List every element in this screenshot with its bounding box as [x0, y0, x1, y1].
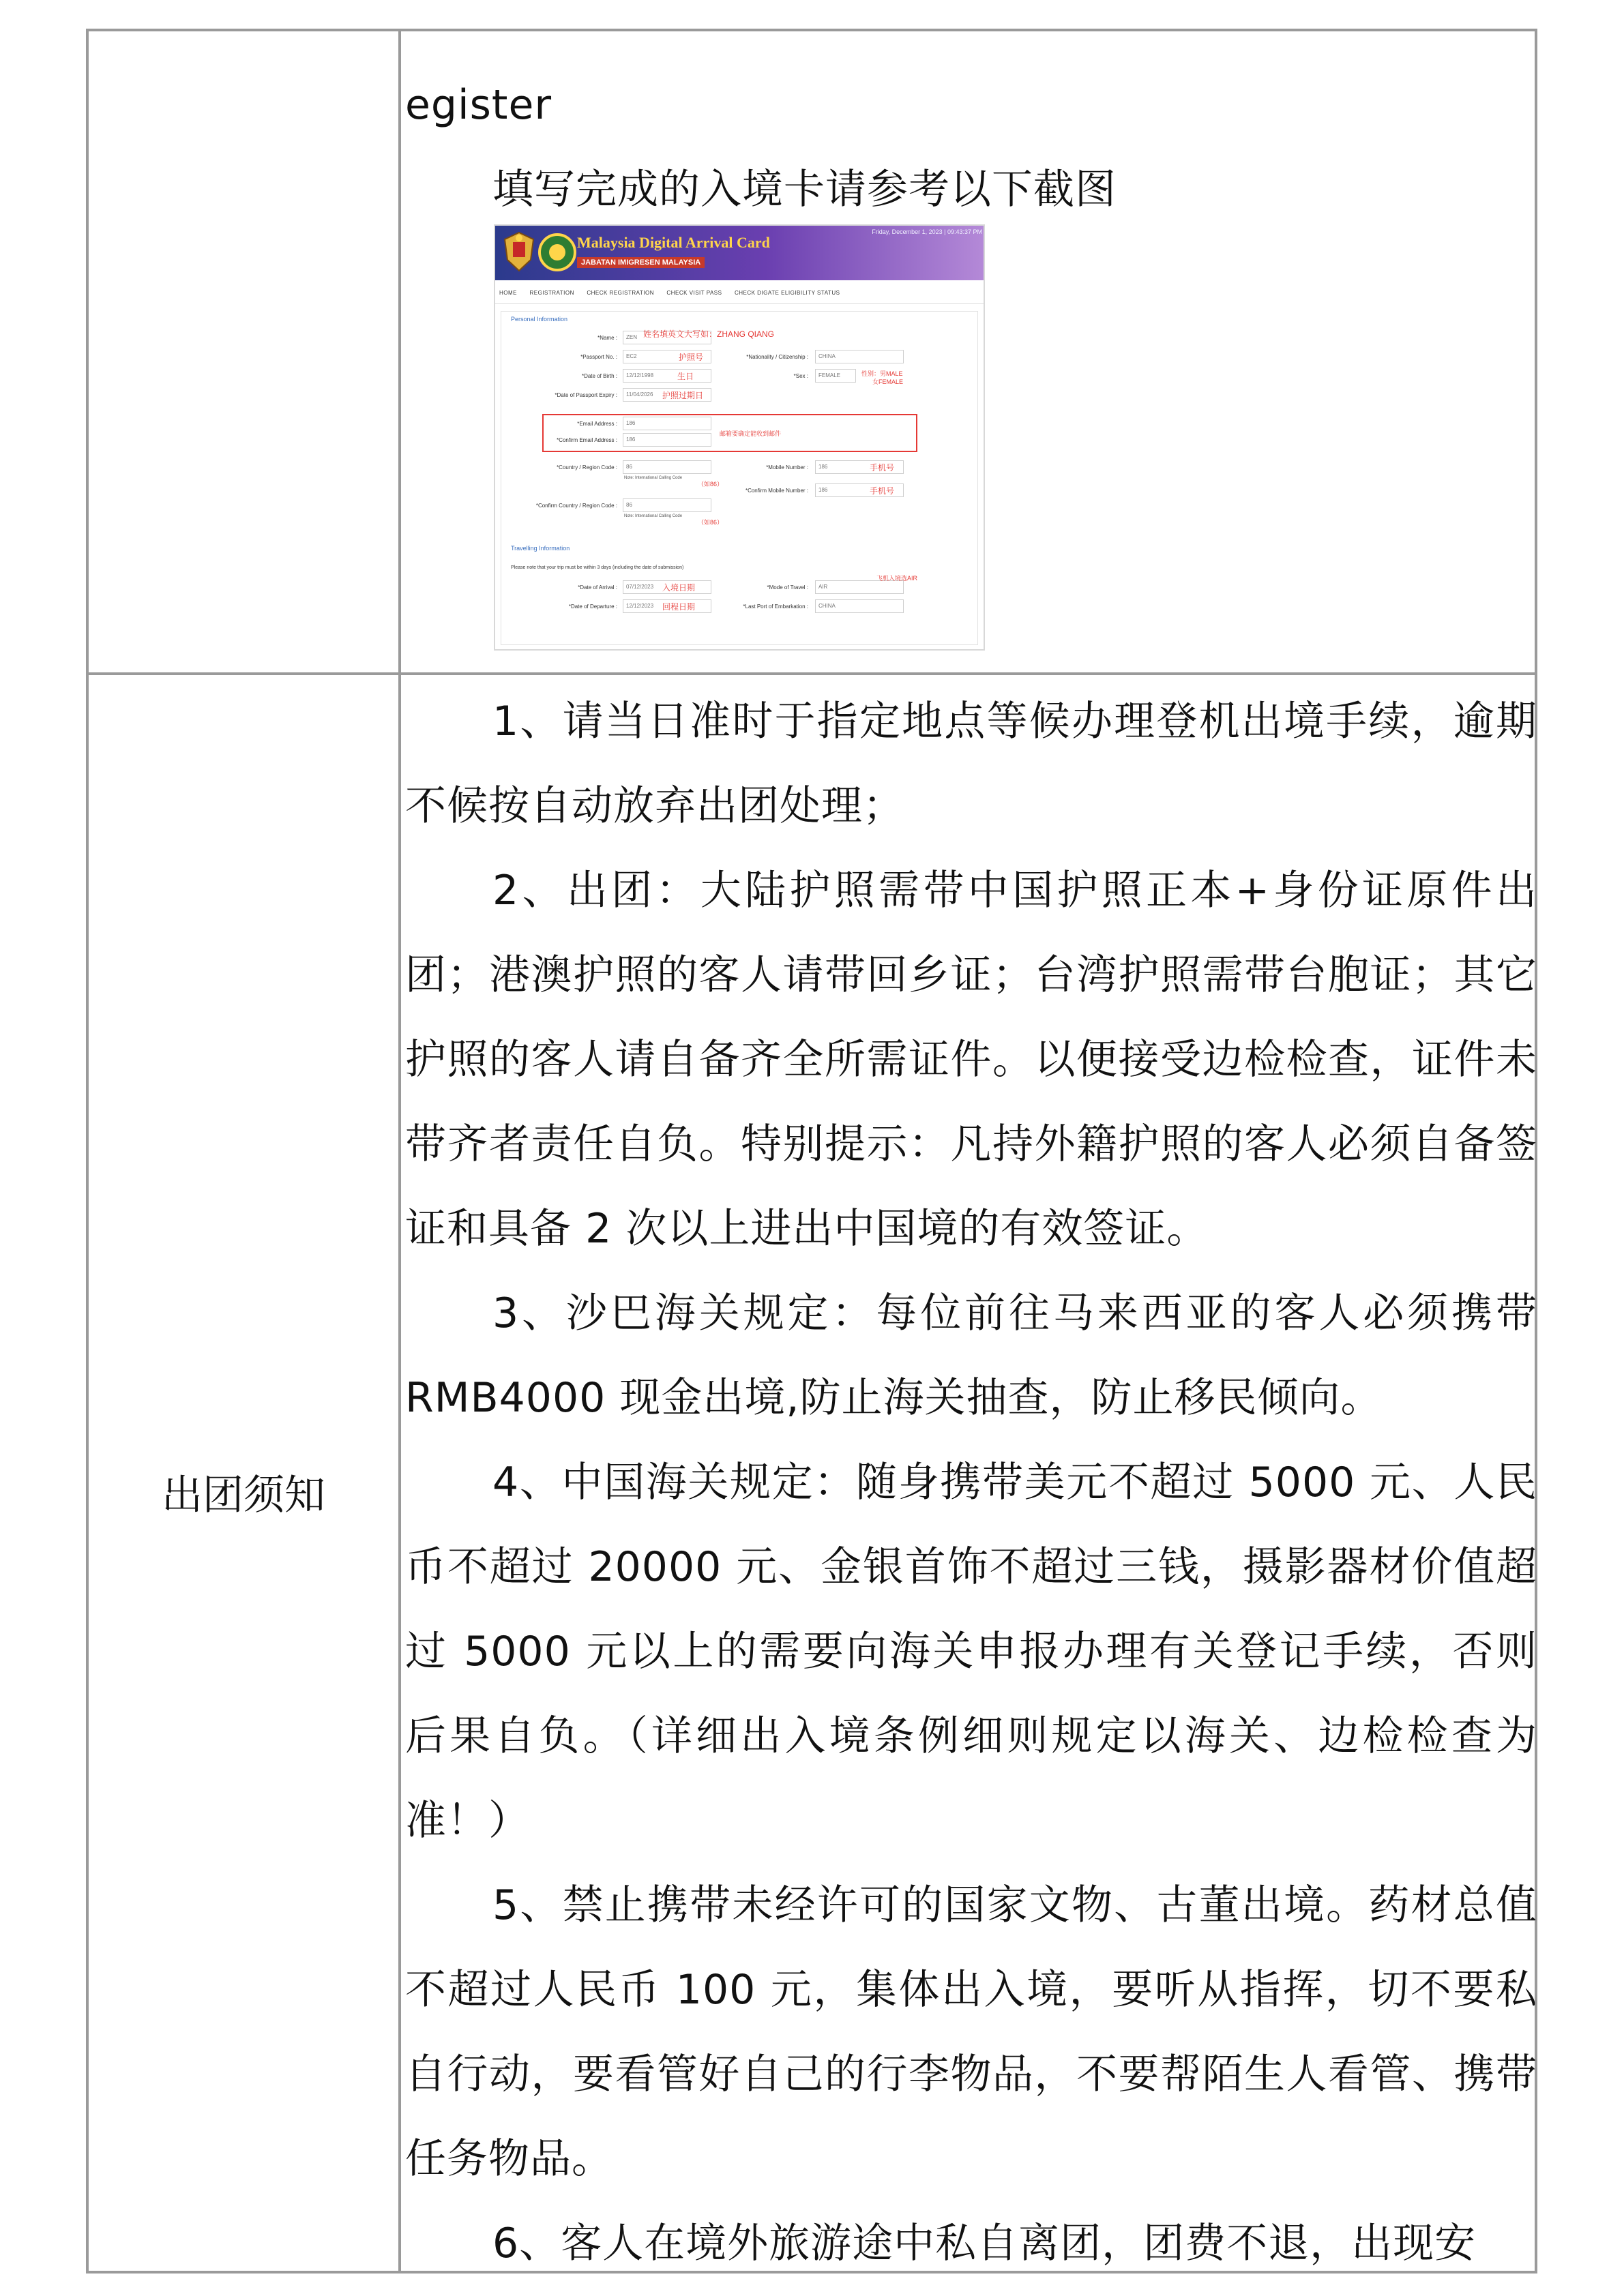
mobile-label: *Mobile Number : — [766, 464, 808, 471]
fragment-text: egister — [405, 81, 552, 129]
personal-section-title: Personal Information — [511, 316, 568, 323]
row-divider — [89, 672, 1535, 675]
card-date: Friday, December 1, 2023 | 09:43:37 PM — [872, 228, 982, 235]
email-annotation: 邮箱要确定能收到邮件 — [720, 430, 782, 437]
travel-note: Please note that your trip must be within 3 days (including the date of submission) — [511, 565, 684, 570]
notes-paragraph: 2、出团：大陆护照需带中国护照正本+身份证原件出团；港澳护照的客人请带回乡证；台湾护照需带台胞证；其它护照的客人请自备齐全所需证件。以便接受边检检查，证件未带齐者责任自负。特别提示：凡持外籍护照的客人必须自备签证和具备 2 次以上进出中国境的有效签证。 — [405, 867, 1537, 1253]
travel-section-title: Travelling Information — [511, 545, 570, 552]
crest-icon — [499, 230, 539, 275]
country-code-hint: Note: International Calling Code — [624, 476, 683, 480]
sex-input[interactable]: FEMALE — [815, 369, 856, 383]
sex-annotation-2: 女FEMALE — [872, 378, 904, 385]
mobile-annotation: 手机号 — [870, 463, 895, 473]
column-divider — [398, 31, 401, 2271]
arrival-input[interactable]: 07/12/2023 — [623, 580, 711, 594]
confirm-country-code-hint: Note: International Calling Code — [624, 514, 683, 518]
notes-row-label: 出团须知 — [162, 1472, 325, 1519]
notes-content — [405, 679, 1537, 2286]
confirm-mobile-annotation: 手机号 — [870, 486, 895, 496]
name-input[interactable]: ZEN — [623, 331, 711, 344]
sex-label: *Sex : — [793, 373, 808, 379]
card-navbar — [495, 283, 985, 304]
nationality-label: *Nationality / Citizenship : — [746, 354, 808, 360]
nav-home[interactable]: HOME — [499, 290, 517, 296]
nav-check-registration[interactable]: CHECK REGISTRATION — [587, 290, 654, 296]
expiry-input[interactable]: 11/04/2026 — [623, 388, 711, 402]
arrival-label: *Date of Arrival : — [578, 584, 617, 591]
confirm-country-code-label: *Confirm Country / Region Code : — [535, 503, 617, 509]
confirm-code-annotation: （如86） — [698, 519, 724, 526]
card-banner — [495, 226, 985, 280]
passport-label: *Passport No. : — [580, 354, 617, 360]
confirm-country-code-input[interactable]: 86 — [623, 498, 711, 512]
card-form — [501, 311, 978, 645]
notes-paragraph: 5、禁止携带未经许可的国家文物、古董出境。药材总值不超过人民币 100 元，集体出入境，要听从指挥，切不要私自行动，要看管好自己的行李物品，不要帮陌生人看管、携带任务物品。 — [405, 1881, 1537, 2183]
notes-paragraph: 3、沙巴海关规定：每位前往马来西亚的客人必须携带 RMB4000 现金出境,防止海关抽查，防止移民倾向。 — [405, 1289, 1537, 1422]
departure-annotation: 回程日期 — [662, 602, 696, 612]
nav-registration[interactable]: REGISTRATION — [529, 290, 574, 296]
nav-check-visit-pass[interactable]: CHECK VISIT PASS — [666, 290, 722, 296]
name-label: *Name : — [597, 335, 617, 341]
mode-label: *Mode of Travel : — [767, 584, 808, 591]
expiry-annotation: 护照过期日 — [662, 391, 704, 400]
sex-annotation-1: 性别：男MALE — [861, 370, 903, 377]
country-code-annotation: （如86） — [698, 481, 724, 488]
nav-check-digate[interactable]: CHECK DIGATE ELIGIBILITY STATUS — [734, 290, 840, 296]
top-cell — [405, 63, 1537, 232]
immigration-logo-icon — [537, 230, 577, 275]
departure-label: *Date of Departure : — [568, 603, 617, 610]
notice-table — [86, 29, 1537, 2273]
notes-paragraph: 1、请当日准时于指定地点等候办理登机出境手续，逾期不候按自动放弃出团处理； — [405, 698, 1537, 830]
departure-input[interactable]: 12/12/2023 — [623, 599, 711, 613]
dob-annotation: 生日 — [677, 372, 694, 381]
country-code-input[interactable]: 86 — [623, 460, 711, 474]
passport-annotation: 护照号 — [679, 353, 704, 362]
confirm-mobile-label: *Confirm Mobile Number : — [745, 488, 808, 494]
confirm-email-label: *Confirm Email Address : — [557, 437, 617, 443]
email-input[interactable]: 186 — [623, 417, 711, 430]
mobile-input[interactable]: 186 — [815, 460, 904, 474]
arrival-card-screenshot — [494, 224, 985, 651]
email-label: *Email Address : — [577, 421, 617, 427]
confirm-mobile-input[interactable]: 186 — [815, 483, 904, 497]
dob-label: *Date of Birth : — [581, 373, 617, 379]
arrival-annotation: 入境日期 — [662, 583, 696, 593]
nationality-input[interactable]: CHINA — [815, 350, 904, 363]
mode-annotation: 飞机入境选AIR — [876, 575, 918, 582]
notes-paragraph: 6、客人在境外旅游途中私自离团，团费不退，出现安 — [492, 2220, 1477, 2267]
confirm-email-input[interactable]: 186 — [623, 433, 711, 447]
passport-input[interactable]: EC2 — [623, 350, 711, 363]
expiry-label: *Date of Passport Expiry : — [555, 392, 617, 398]
card-subtitle: JABATAN IMIGRESEN MALAYSIA — [577, 257, 705, 268]
mode-input[interactable]: AIR — [815, 580, 904, 594]
card-title: Malaysia Digital Arrival Card — [577, 234, 770, 251]
country-code-label: *Country / Region Code : — [557, 464, 617, 471]
notes-paragraph: 4、中国海关规定：随身携带美元不超过 5000 元、人民币不超过 20000 元、金银首饰不超过三钱，摄影器材价值超过 5000 元以上的需要向海关申报办理有关登记手续，否则后果自负。（详细出入境条例细则规定以海关、边检检查为准！） — [405, 1459, 1537, 1845]
dob-input[interactable]: 12/12/1998 — [623, 369, 711, 383]
embark-label: *Last Port of Embarkation : — [743, 603, 808, 610]
name-annotation: 姓名填英文大写如：ZHANG QIANG — [643, 329, 775, 339]
intro-text: 填写完成的入境卡请参考以下截图 — [492, 166, 1117, 213]
embark-input[interactable]: CHINA — [815, 599, 904, 613]
